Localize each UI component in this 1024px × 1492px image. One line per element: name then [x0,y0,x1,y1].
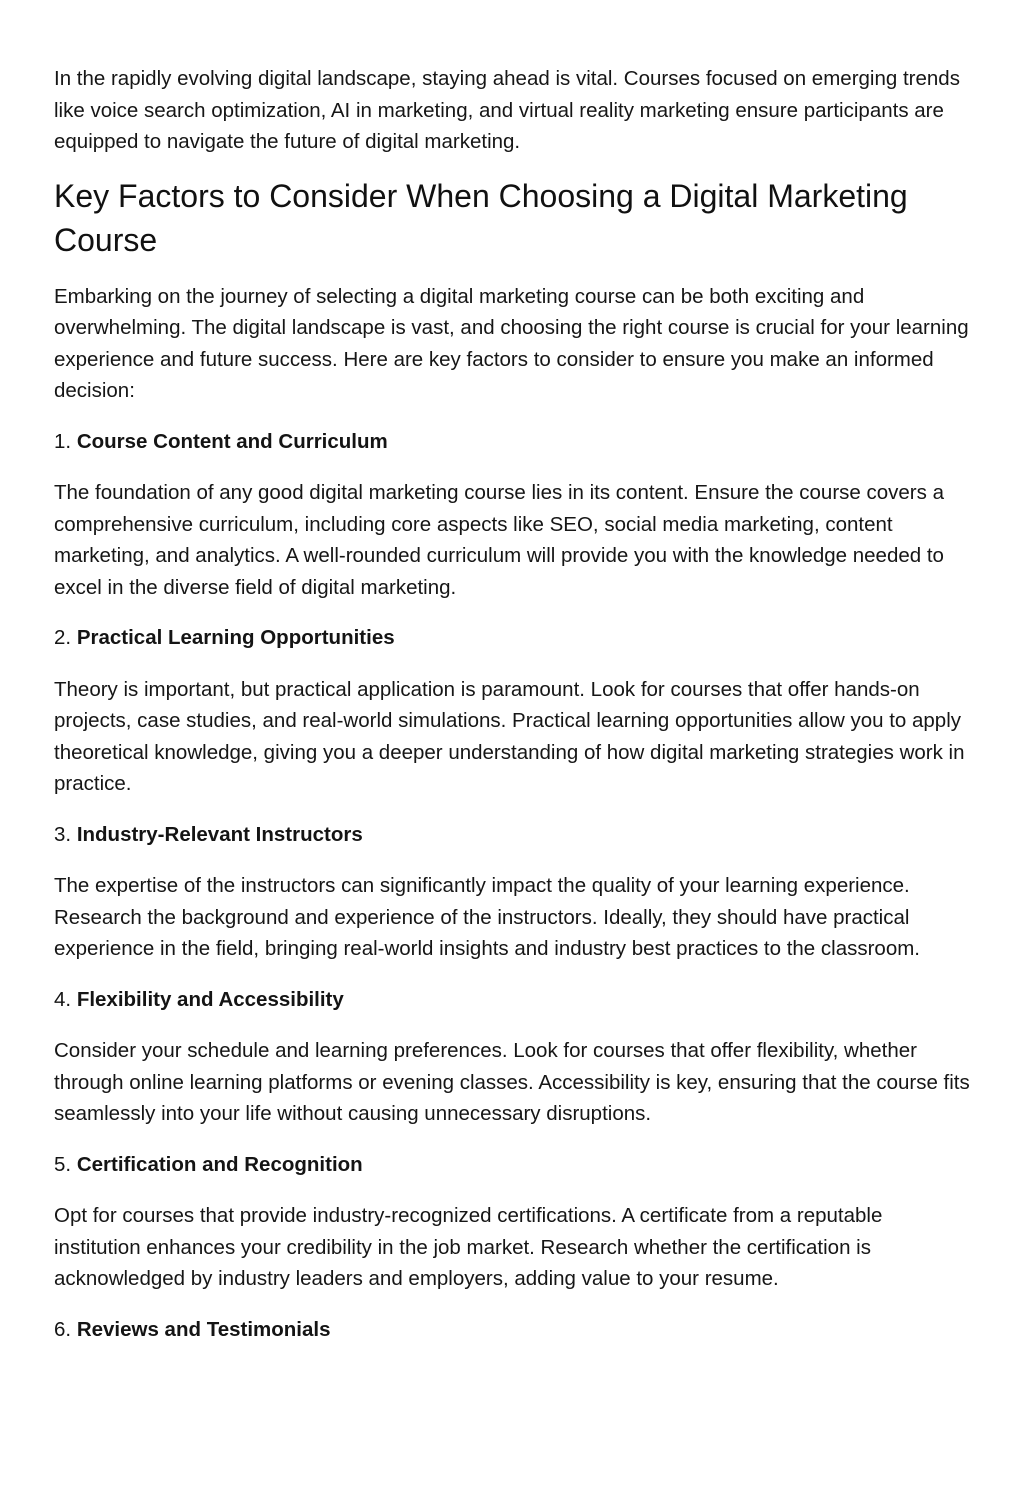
factor-body: The foundation of any good digital marketing course lies in its content. Ensure the course covers a comprehensive curriculum, including core aspects like SEO, social media marketing, content marketing, and analytics. A well-rounded curriculum will provide you with the knowledge needed to excel in the diverse field of digital marketing. [54,481,944,599]
factor-body: Theory is important, but practical application is paramount. Look for courses that offer hands-on projects, case studies, and real-world simulations. Practical learning opportunities allow you to apply theoretical knowledge, giving you a deeper understanding of how digital marketing strategies work in practice. [54,677,965,795]
factor-title-text: Certification and Recognition [76,1152,363,1176]
factor-body: Consider your schedule and learning preferences. Look for courses that offer flexibility, whether through online learning platforms or evening classes. Accessibility is key, ensuring that the course fits seamlessly into your life without causing unnecessary disruptions. [54,1039,970,1125]
intro-paragraph: In the rapidly evolving digital landscape, staying ahead is vital. Courses focused on emerging trends like voice search optimization, AI in marketing, and virtual reality marketing ensure participants are equipped to navigate the future of digital marketing. [54,67,960,153]
factor-title-text: Industry-Relevant Instructors [76,822,363,846]
factor-title [54,984,970,1016]
section-heading: Key Factors to Consider When Choosing a Digital Marketing Course [54,177,908,258]
factor-title-text: Flexibility and Accessibility [76,987,344,1011]
factor-item-1 [54,426,970,604]
factor-item-6 [54,1314,970,1346]
factor-title-text: Practical Learning Opportunities [76,626,395,649]
factor-number: 1. [54,429,72,453]
factor-title [54,1314,970,1346]
factor-item-2 [54,622,970,800]
factor-item-4 [54,984,970,1130]
factor-title-text: Reviews and Testimonials [76,1317,331,1341]
factor-item-5 [54,1149,970,1295]
factor-title [54,1149,970,1181]
factor-title [54,622,970,654]
factor-title [54,426,970,458]
factor-number: 3. [54,822,72,846]
factor-number: 2. [54,626,72,649]
factor-number: 4. [54,987,72,1011]
factor-number: 5. [54,1152,72,1176]
factor-number: 6. [54,1317,72,1341]
section-lead-paragraph: Embarking on the journey of selecting a digital marketing course can be both exciting and overwhelming. The digital landscape is vast, and choosing the right course is crucial for your learning experience and future success. Here are key factors to consider to ensure you make an informed decision: [54,284,969,402]
factor-body: Opt for courses that provide industry-recognized certifications. A certificate from a reputable institution enhances your credibility in the job market. Research whether the certification is acknowledged by industry leaders and employers, adding value to your resume. [54,1204,883,1290]
factor-item-3 [54,819,970,965]
factor-title [54,819,970,851]
factor-body: The expertise of the instructors can significantly impact the quality of your learning experience. Research the background and experience of the instructors. Ideally, they should have practical experience in the field, bringing real-world insights and industry best practices to the classroom. [54,874,920,960]
factor-title-text: Course Content and Curriculum [76,429,388,453]
